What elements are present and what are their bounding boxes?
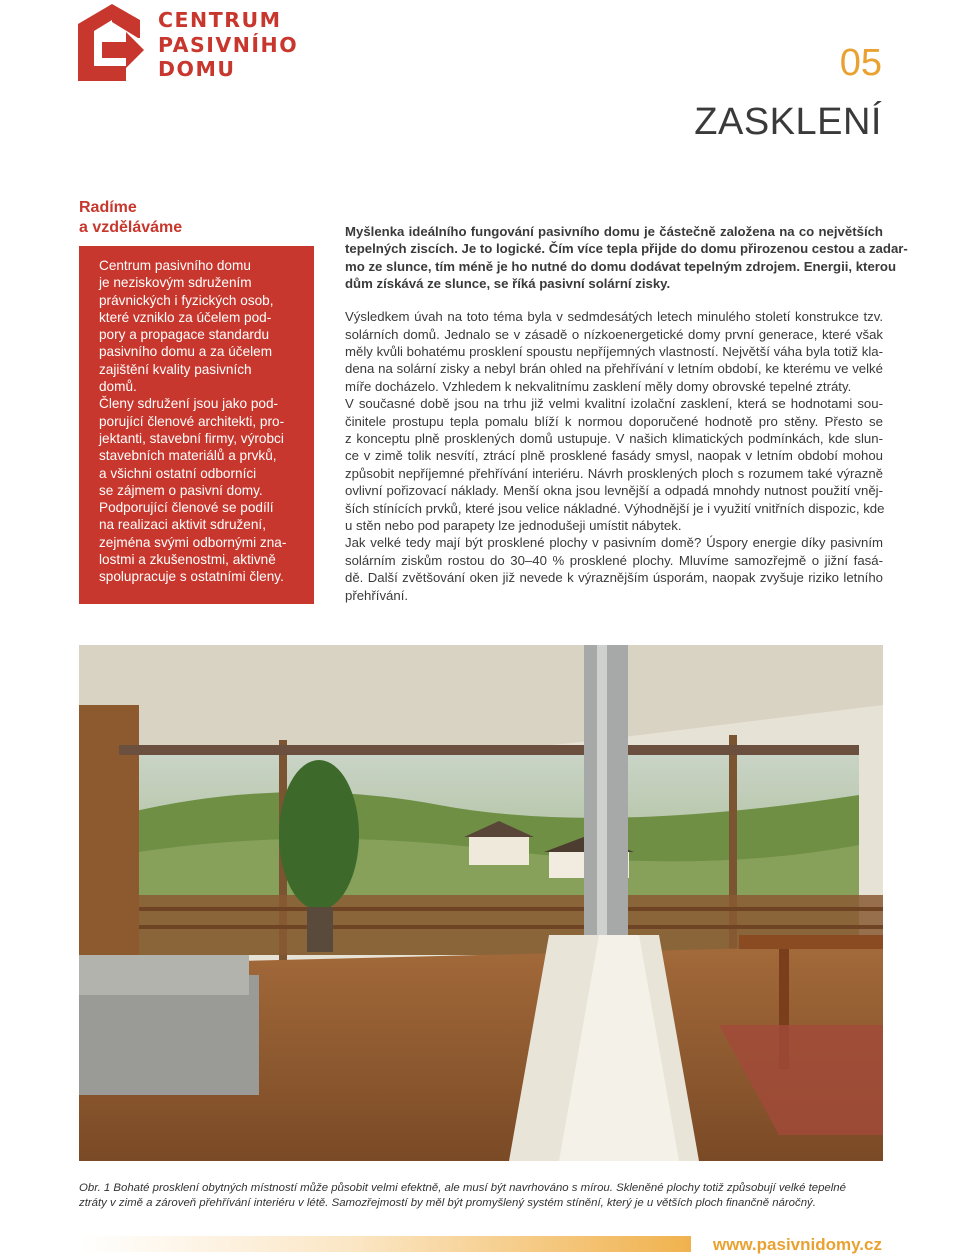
info-line: pory a propagace standardu [99, 327, 270, 343]
info-line: porující členové architekti, pro- [99, 413, 285, 429]
body-line: z konceptu plně prosklených domů ustupuje. V našich klimatických podmínkách, kde slun- [345, 431, 883, 447]
intro-line: mo ze slunce, tím méně je ho nutné do domu dodávat tepelným zdrojem. Energii, kterou [345, 258, 897, 274]
logo-line: CENTRUM [158, 8, 282, 32]
article-intro [345, 223, 908, 292]
info-line: stavebních materiálů a prvků, [99, 448, 277, 464]
body-line: ších stínících prvků, které jsou velice nákladné. Výhodnější je i využití vnitřních dispozic, kde [345, 500, 885, 516]
info-line: zajištění kvality pasivních [99, 361, 252, 377]
article-body [345, 308, 883, 604]
sidebar-heading-line: a vzděláváme [79, 219, 183, 236]
logo-line: PASIVNÍHO [158, 32, 299, 57]
intro-line: Myšlenka ideálního fungování pasivního domu je částečně založena na co největších [345, 224, 883, 239]
body-line: způsobit nepříjemné přehřívání interiéru. Návrh prosklených ploch s rozumem také výrazně [345, 465, 883, 481]
info-line: Centrum pasivního domu [99, 258, 251, 273]
intro-line: dům získává ze slunce, se říká pasivní solární zisky. [345, 275, 671, 291]
footer-gradient-bar [79, 1236, 691, 1252]
body-line: míře docházelo. Vzhledem k nekvalitnímu zasklení měly domy obrovské tepelné ztráty. [345, 378, 852, 394]
body-line: dě. Další zvětšování oken již nevede k výraznějším úsporám, naopak zvyšuje riziko letního [345, 570, 883, 586]
info-line: spolupracuje s ostatními členy. [99, 569, 284, 585]
info-line: Podporující členové se podílí [99, 500, 274, 516]
info-line: pasivního domu a za účelem [99, 344, 273, 360]
body-line: V současné době jsou na trhu již velmi kvalitní izolační zasklení, která se hodnotami sou- [345, 396, 883, 412]
info-line: lostmi a zkušenostmi, aktivně [99, 552, 276, 568]
body-line: měly kvůli bohatému prosklení spoustu nepříjemných vlastností. Největší váha byla totiž kla- [345, 344, 883, 359]
body-line: ovlivní pořizovací náklady. Menší okna jsou levnější a odpadá mnohdy nutnost použití vněj- [345, 483, 883, 499]
info-line: na realizaci aktivit sdružení, [99, 517, 266, 533]
sidebar-heading-line: Radíme [79, 199, 137, 216]
info-line: se zájmem o pasivní domy. [99, 482, 263, 498]
body-line: Výsledkem úvah na toto téma byla v sedmdesátých letech minulého století konstrukce tzv. [345, 309, 883, 325]
info-line: jektanti, stavební firmy, výrobci [99, 430, 284, 446]
caption-line: Obr. 1 Bohaté prosklení obytných místností může působit velmi efektně, ale musí být navrhováno s mírou. Skleněné plochy totiž způsobují velké tepelné [79, 1182, 846, 1194]
info-line: které vzniklo za účelem pod- [99, 309, 272, 325]
body-line: ce v zimě tolik nesvítí, ztrácí plně prosklené fasády smysl, naopak v letním období mohou [345, 448, 883, 464]
website-link[interactable]: www.pasivnidomy.cz [712, 1235, 882, 1254]
page-title: ZASKLENÍ [694, 101, 882, 143]
body-line: Jak velké tedy mají být prosklené plochy v pasivním domě? Úspory energie díky pasivním [345, 535, 883, 551]
sidebar-info-box [79, 246, 314, 604]
body-line: solárním ziskům rostou do 30–40 % prosklené plochy. Mluvíme samozřejmě o jižní fasá- [345, 552, 883, 568]
caption-line: ztráty v zimě a zároveň přehřívání interiéru v létě. Samozřejmostí by měl být promyšlený systém stínění, který je u větších ploch finančně náročný. [79, 1197, 816, 1209]
intro-line: tepelných ziscích. Je to logické. Čím více tepla přijde do domu přirozenou cestou a zadar- [345, 241, 908, 257]
sidebar-heading [79, 198, 182, 238]
sidebar-info-text [99, 257, 304, 586]
info-line: domů. [99, 379, 137, 395]
logo-wordmark [158, 8, 298, 82]
logo-line: DOMU [158, 57, 236, 81]
page-number: 05 [839, 42, 882, 84]
figure-caption [79, 1181, 889, 1211]
info-line: Členy sdružení jsou jako pod- [99, 396, 279, 412]
info-line: právnických i fyzických osob, [99, 292, 274, 308]
info-line: zejména svými odbornými zna- [99, 534, 287, 550]
body-line: přehřívání. [345, 587, 409, 603]
body-line: u stěn nebo pod parapety lze jednodušeji umístit nábytek. [345, 518, 682, 534]
body-line: solárních domů. Jednalo se v zásadě o nízkoenergetické domy první generace, které však [345, 326, 883, 342]
article [345, 223, 908, 604]
info-line: a všichni ostatní odborníci [99, 465, 257, 481]
interior-photo [79, 645, 883, 1161]
info-line: je neziskovým sdružením [99, 275, 252, 291]
body-line: činitele prostupu tepla pomalu blíží k normou doporučené hodnotě pro stěny. Přesto se [345, 413, 883, 429]
body-line: dena na solární zisky a nebyl brán ohled na přehřívání v letním období, ke kterému ve velké [345, 361, 883, 377]
